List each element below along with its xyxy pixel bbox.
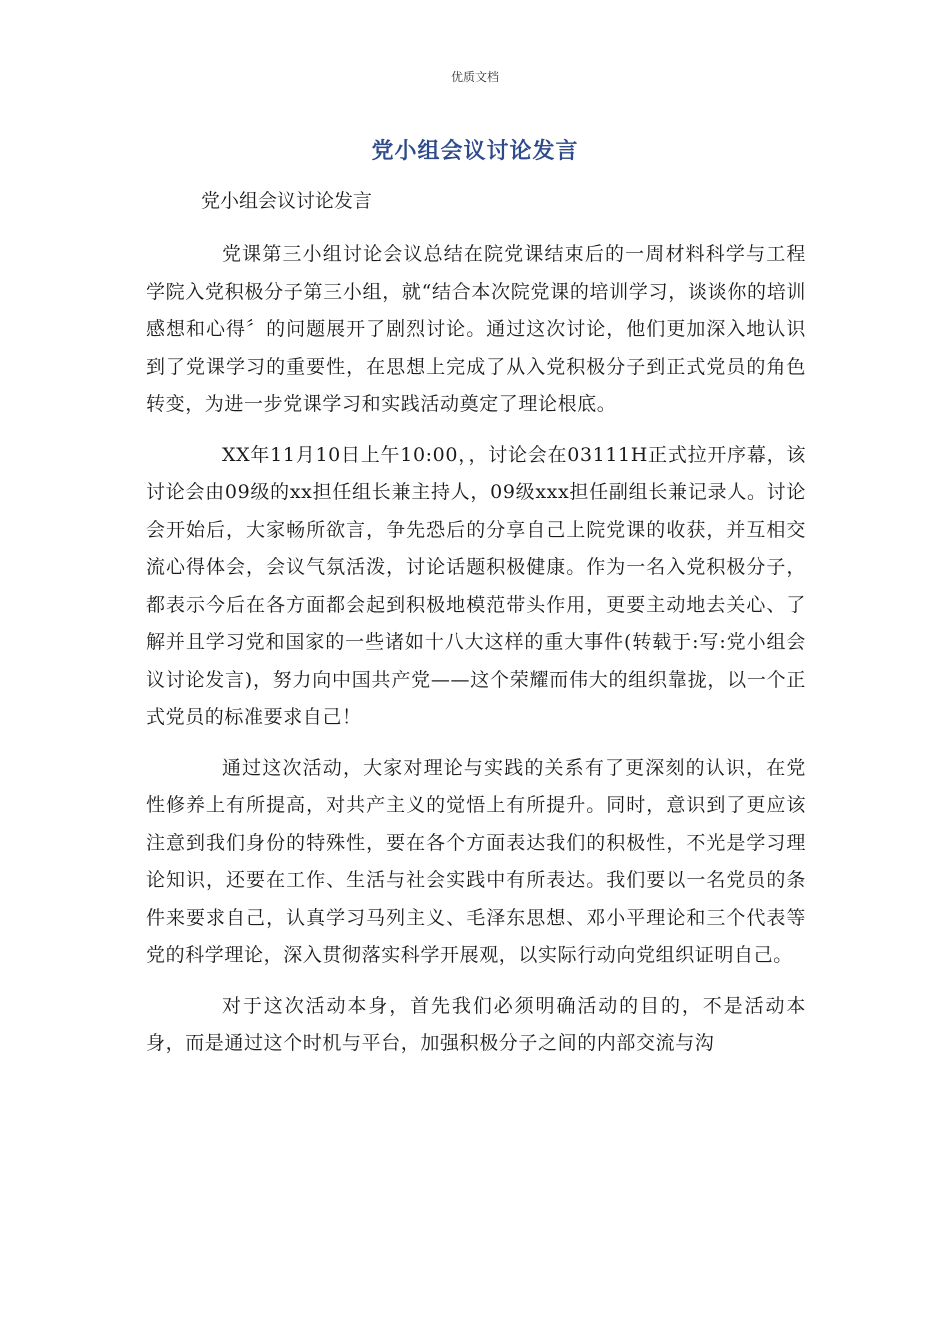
document-title: 党小组会议讨论发言: [371, 139, 579, 164]
document-subtitle: 党小组会议讨论发言: [201, 190, 373, 212]
paragraph: 党课第三小组讨论会议总结在院党课结束后的一周材料科学与工程学院入党积极分子第三小组，就“结合本次院党课的培训学习，谈谈你的培训感想和心得〞的问题展开了剧烈讨论。通过这次讨论，他们更加深入地认识到了党课学习的重要性，在思想上完成了从入党积极分子到正式党员的角色转变，为进一步党课学习和实践活动奠定了理论根底。: [146, 243, 806, 415]
paragraph: 通过这次活动，大家对理论与实践的关系有了更深刻的认识，在党性修养上有所提高，对共产主义的觉悟上有所提升。同时，意识到了更应该注意到我们身份的特殊性，要在各个方面表达我们的积极性，不光是学习理论知识，还要在工作、生活与社会实践中有所表达。我们要以一名党员的条件来要求自己，认真学习马列主义、毛泽东思想、邓小平理论和三个代表等党的科学理论，深入贯彻落实科学开展观，以实际行动向党组织证明自己。: [146, 756, 806, 966]
paragraph: XX年11月10日上午10:00，，讨论会在03111H正式拉开序幕，该讨论会由09级的xx担任组长兼主持人，09级xxx担任副组长兼记录人。讨论会开始后，大家畅所欲言，争先恐后的分享自己上院党课的收获，并互相交流心得体会，会议气氛活泼，讨论话题积极健康。作为一名入党积极分子，都表示今后在各方面都会起到积极地模范带头作用，更要主动地去关心、了解并且学习党和国家的一些诸如十八大这样的重大事件(转载于:写:党小组会议讨论发言)，努力向中国共产党——这个荣耀而伟大的组织靠拢，以一个正式党员的标准要求自己！: [146, 443, 806, 728]
document-body: [146, 236, 806, 1076]
paragraph: 对于这次活动本身，首先我们必须明确活动的目的，不是活动本身，而是通过这个时机与平台，加强积极分子之间的内部交流与沟: [146, 994, 806, 1054]
header-note: 优质文档: [450, 70, 499, 84]
